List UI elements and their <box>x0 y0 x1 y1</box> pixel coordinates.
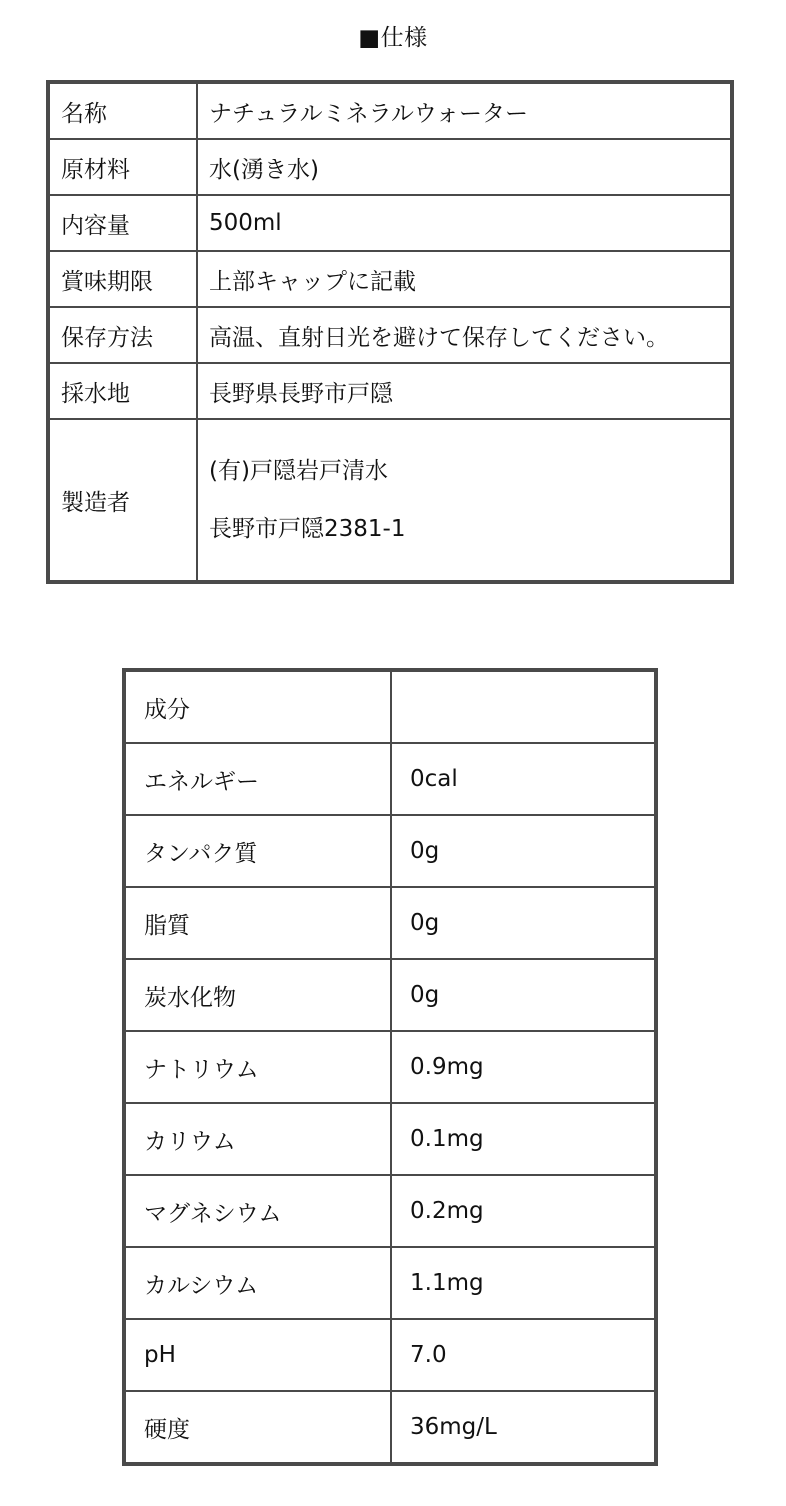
spec-label: 原材料 <box>49 139 197 195</box>
nutrient-value: 0cal <box>391 743 655 815</box>
spec-row-ingredients <box>49 139 731 195</box>
nutrient-label: タンパク質 <box>125 815 391 887</box>
nutrition-row <box>125 959 655 1031</box>
nutrition-row <box>125 1391 655 1463</box>
spec-label: 採水地 <box>49 363 197 419</box>
manufacturer-cell <box>197 419 731 581</box>
nutrition-row <box>125 1103 655 1175</box>
nutrient-value: 0g <box>391 959 655 1031</box>
spec-value: ナチュラルミネラルウォーター <box>197 83 731 139</box>
spec-row-manufacturer <box>49 419 731 581</box>
nutrition-header-value <box>391 671 655 743</box>
spec-row-name <box>49 83 731 139</box>
nutrition-row <box>125 887 655 959</box>
nutrient-value: 36mg/L <box>391 1391 655 1463</box>
spec-label: 賞味期限 <box>49 251 197 307</box>
nutrition-header-label: 成分 <box>125 671 391 743</box>
nutrient-label: カリウム <box>125 1103 391 1175</box>
spec-row-storage <box>49 307 731 363</box>
nutrient-value: 0g <box>391 887 655 959</box>
manufacturer-name: (有)戸隠岩戸清水 <box>209 458 388 484</box>
nutrient-label: ナトリウム <box>125 1031 391 1103</box>
nutrient-label: 硬度 <box>125 1391 391 1463</box>
nutrient-value: 0.9mg <box>391 1031 655 1103</box>
nutrient-label: pH <box>125 1319 391 1391</box>
nutrient-value: 0.1mg <box>391 1103 655 1175</box>
nutrition-row <box>125 1175 655 1247</box>
nutrient-value: 0g <box>391 815 655 887</box>
nutrition-row <box>125 815 655 887</box>
nutrition-row <box>125 1247 655 1319</box>
nutrition-header-row <box>125 671 655 743</box>
spec-row-best-before <box>49 251 731 307</box>
nutrient-label: マグネシウム <box>125 1175 391 1247</box>
nutrient-label: 炭水化物 <box>125 959 391 1031</box>
spec-value: 上部キャップに記載 <box>197 251 731 307</box>
nutrient-value: 7.0 <box>391 1319 655 1391</box>
spec-heading: ■仕様 <box>358 25 428 51</box>
spec-label: 名称 <box>49 83 197 139</box>
nutrient-value: 1.1mg <box>391 1247 655 1319</box>
spec-value: 高温、直射日光を避けて保存してください。 <box>197 307 731 363</box>
spec-row-source <box>49 363 731 419</box>
nutrition-row <box>125 1031 655 1103</box>
nutrition-table <box>122 668 658 1466</box>
spec-value: 水(湧き水) <box>197 139 731 195</box>
nutrient-label: 脂質 <box>125 887 391 959</box>
spec-row-volume <box>49 195 731 251</box>
nutrition-row <box>125 1319 655 1391</box>
spec-label: 内容量 <box>49 195 197 251</box>
spec-value: 長野県長野市戸隠 <box>197 363 731 419</box>
nutrient-value: 0.2mg <box>391 1175 655 1247</box>
spec-label: 保存方法 <box>49 307 197 363</box>
nutrition-row <box>125 743 655 815</box>
nutrient-label: エネルギー <box>125 743 391 815</box>
spec-value: 500ml <box>197 195 731 251</box>
spec-label: 製造者 <box>49 419 197 581</box>
nutrient-label: カルシウム <box>125 1247 391 1319</box>
manufacturer-address: 長野市戸隠2381-1 <box>209 516 406 542</box>
spec-table <box>46 80 734 584</box>
